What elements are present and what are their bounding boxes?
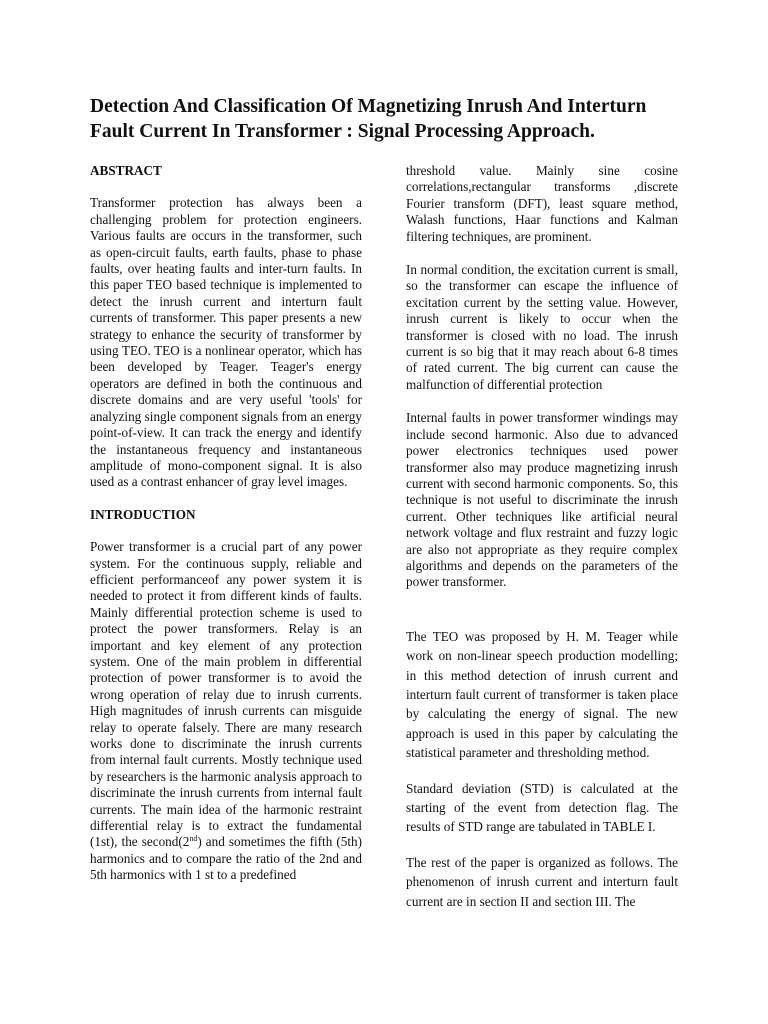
introduction-text: [90, 539, 362, 884]
abstract-text: Transformer protection has always been a challenging problem for protection engineers. Various faults are occurs in the transformer, such as open-circuit faults, earth faults, phase to phase faults, over heating faults and inter-turn faults. In this paper TEO based technique is implemented to detect the inrush current and interturn fault currents of transformer. This paper presents a new strategy to enhance the security of transformer by using TEO. TEO is a nonlinear operator, which has been developed by Teager. Teager's energy operators are defined in both the continuous and discrete domains and are very useful 'tools' for analyzing single component signals from an energy point-of-view. It can track the energy and identify the instantaneous frequency and instantaneous amplitude of mono-component signal. It is also used as a contrast enhancer of gray level images.: [90, 195, 362, 490]
paper-title: [90, 94, 690, 144]
right-paragraph-1: threshold value. Mainly sine cosine correlations,rectangular transforms ,discrete Fourier transform (DFT), least square method, Walash functions, Haar functions and Kalman filtering techniques, are prominent.: [406, 163, 678, 244]
superscript-nd: nd: [189, 834, 198, 844]
right-paragraph-3: Internal faults in power transformer windings may include second harmonic. Also due to advanced power electronics techniques used power transformer also may produce magnetizing inrush current with second harmonic components. So, this technique is not useful to discriminate the inrush current. Other techniques like artificial neural network voltage and flux restraint and fuzzy logic are also not appropriate as they require complex algorithms and depends on the parameters of the power transformer.: [406, 410, 678, 590]
introduction-text-b: ) and sometimes the fifth (5th) harmonics and to compare the ratio of the 2nd and 5th harmonics with 1 st to a predefined: [90, 834, 363, 883]
right-paragraph-4: The TEO was proposed by H. M. Teager while work on non-linear speech production modelling; in this method detection of inrush current and interturn fault current of transformer is taken place by calculating the energy of signal. The new approach is used in this paper by calculating the statistical parameter and thresholding method.: [406, 628, 678, 761]
left-column: [90, 163, 362, 884]
right-paragraph-2: In normal condition, the excitation current is small, so the transformer can escape the influence of excitation current by the setting value. However, inrush current is likely to occur when the transformer is closed with no load. The inrush current is so big that it may reach about 6-8 times of rated current. The big current can cause the malfunction of differential protection: [406, 262, 678, 392]
introduction-text-a: Power transformer is a crucial part of any power system. For the continuous supply, reliable and efficient performanceof any power system it is needed to protect it from different kinds of faults. Mainly differential protection scheme is used to protect the power transformers. Relay is an important and key element of any protection system. One of the main problem in differential protection of power transformer is to avoid the wrong operation of relay due to inrush currents. High magnitudes of inrush currents can misguide relay to operate falsely. There are many research works done to discriminate the inrush currents from internal fault currents. Mostly technique used by researchers is the harmonic analysis approach to discriminate the inrush currents from internal fault currents. The main idea of the harmonic restraint differential relay is to extract the fundamental (1st), the second(2: [90, 539, 362, 850]
title-line-2: Fault Current In Transformer : Signal Processing Approach.: [90, 121, 595, 142]
right-paragraph-6: The rest of the paper is organized as follows. The phenomenon of inrush current and interturn fault current are in section II and section III. The: [406, 854, 678, 909]
title-line-1: Detection And Classification Of Magnetizing Inrush And Interturn: [90, 96, 647, 117]
introduction-heading: INTRODUCTION: [90, 506, 196, 522]
right-column: [406, 163, 678, 911]
abstract-heading: ABSTRACT: [90, 163, 162, 178]
right-paragraph-5: Standard deviation (STD) is calculated at the starting of the event from detection flag. The results of STD range are tabulated in TABLE I.: [406, 780, 678, 835]
